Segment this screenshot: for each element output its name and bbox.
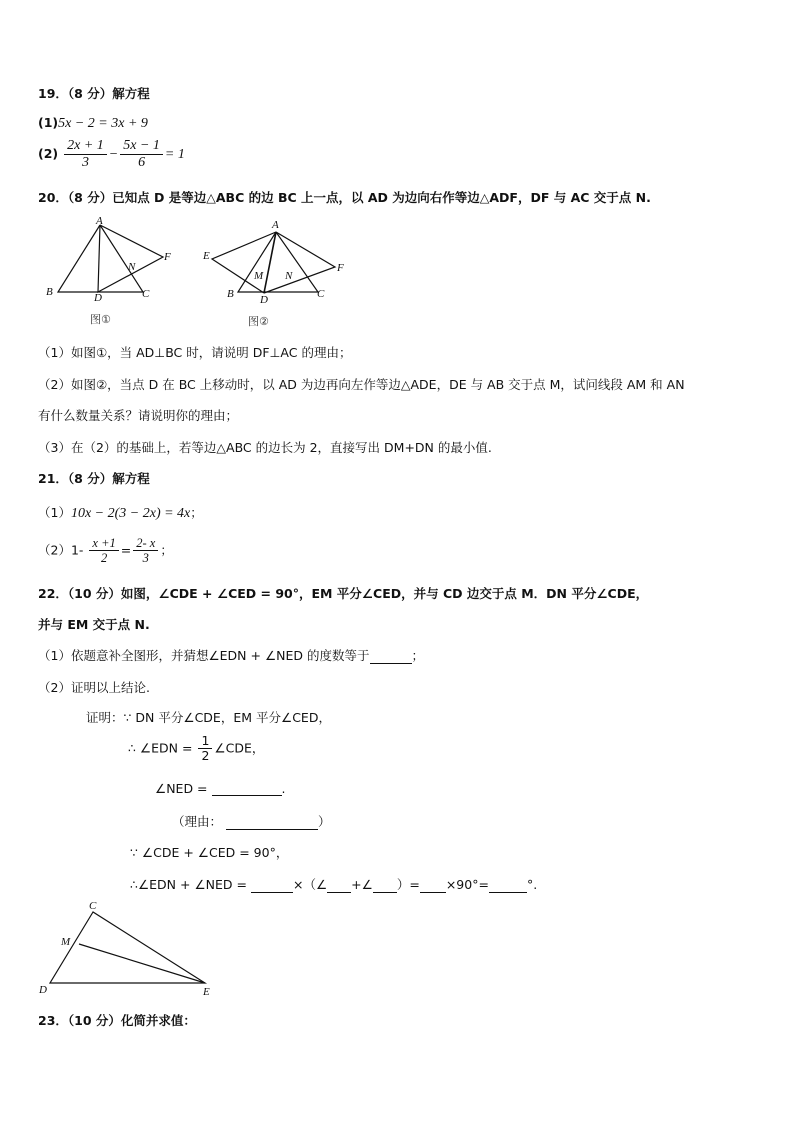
q22-part1-end: ； <box>411 648 425 663</box>
q22-proof-line6-plus: +∠ <box>351 877 373 892</box>
q22-proof-line1: 证明：∵ DN 平分∠CDE，EM 平分∠CED， <box>86 710 331 725</box>
q19-header: 19．（8 分）解方程 <box>38 86 150 101</box>
q22-part1 <box>38 646 424 664</box>
q22-proof-line6 <box>130 875 537 893</box>
q22-proof-line6-eq: ）= <box>396 877 420 892</box>
q22-segment-em <box>79 944 205 983</box>
q20-header: 20．（8 分）已知点 D 是等边△ABC 的边 BC 上一点，以 AD 为边向右作等边△ADF，DF 与 AC 交于点 N. <box>38 190 651 205</box>
q22-proof-blank-result[interactable] <box>489 878 527 893</box>
q20-part2-line2: 有什么数量关系？请说明你的理由； <box>38 408 239 423</box>
q20-figure-2 <box>200 215 360 330</box>
q22-part2: （2）证明以上结论. <box>38 680 150 695</box>
q22-label-e: E <box>203 986 210 998</box>
fig1-label-b: B <box>46 286 53 298</box>
q21-part1-equation: 10x − 2(3 − 2x) = 4x <box>70 506 191 521</box>
q22-proof-blank-ned[interactable] <box>212 781 282 796</box>
fig1-label-a: A <box>96 215 103 227</box>
q22-proof-blank-angle1[interactable] <box>327 878 351 893</box>
fig2-label-a: A <box>272 219 279 231</box>
q22-part1-text: （1）依题意补全图形，并猜想∠EDN + ∠NED 的度数等于 <box>38 648 370 663</box>
q21-part1-label: （1） <box>38 505 71 520</box>
fig2-triangle-abc <box>238 232 318 292</box>
q21-part2-fraction-1: $\frac{x +1}{2}$ <box>89 536 118 566</box>
q22-proof-reason-label: （理由： <box>172 814 223 829</box>
q21-part2-equals: = <box>120 542 132 558</box>
q19-part2 <box>38 138 185 171</box>
fig1-label-d: D <box>94 292 102 304</box>
fig2-label-e: E <box>203 250 210 262</box>
q20-part3: （3）在（2）的基础上，若等边△ABC 的边长为 2，直接写出 DM+DN 的最小值. <box>38 440 492 455</box>
q22-proof-line3-text: ∠NED = <box>155 781 208 796</box>
q22-label-m: M <box>61 936 71 948</box>
fig1-triangle-adf <box>98 225 163 292</box>
q19-part1-label: (1) <box>38 115 59 130</box>
q22-proof-blank-coef[interactable] <box>251 878 293 893</box>
q22-label-c: C <box>89 900 97 912</box>
fig1-label-c: C <box>142 288 150 300</box>
fig1-caption: 图① <box>90 313 111 326</box>
fig2-label-m: M <box>254 270 264 282</box>
fig2-label-b: B <box>227 288 234 300</box>
q22-part1-answer-blank[interactable] <box>370 649 412 664</box>
q22-proof-blank-angle2[interactable] <box>373 878 397 893</box>
q19-part2-fraction-1: $\frac{2x + 1}{3}$ <box>64 138 107 171</box>
q22-proof-line6-lhs: ∴∠EDN + ∠NED = <box>130 877 247 892</box>
q19-part2-label: (2) <box>38 146 59 162</box>
q20-part1: （1）如图①，当 AD⊥BC 时，请说明 DF⊥AC 的理由； <box>38 345 352 360</box>
q22-proof-line5: ∵ ∠CDE + ∠CED = 90°， <box>130 845 289 860</box>
q21-part2-label: （2）1- <box>38 542 84 558</box>
q20-part2-line1: （2）如图②，当点 D 在 BC 上移动时，以 AD 为边再向左作等边△ADE，DE 与 AB 交于点 M，试问线段 AM 和 AN <box>38 377 685 392</box>
q19-part2-minus: − <box>108 147 119 163</box>
fig2-caption: 图② <box>248 315 269 328</box>
q22-header: 22．（10 分）如图，∠CDE + ∠CED = 90°，EM 平分∠CED，并与 CD 边交于点 M．DN 平分∠CDE， <box>38 586 649 601</box>
q21-part1 <box>38 503 203 522</box>
q22-triangle-cde <box>50 912 205 983</box>
q22-proof-blank-half[interactable] <box>420 878 446 893</box>
q22-proof-line6-times: ×（∠ <box>292 877 328 892</box>
q22-proof-line2 <box>128 734 264 764</box>
q22-proof-line2-rhs: ∠CDE， <box>214 740 265 756</box>
q20-figure-1 <box>40 215 190 330</box>
fig1-triangle-abc <box>58 225 143 292</box>
q19-part2-rhs: = 1 <box>164 147 185 163</box>
q21-part2 <box>38 536 173 566</box>
fig2-label-d: D <box>260 294 268 306</box>
q22-proof-line6-degree: °. <box>526 877 538 892</box>
q19-part1-equation: 5x − 2 = 3x + 9 <box>58 116 148 131</box>
q21-part2-fraction-2: $\frac{2- x}{3}$ <box>133 536 158 566</box>
q22-header-line2: 并与 EM 交于点 N. <box>38 617 150 632</box>
q22-proof-line3-end: . <box>281 781 286 796</box>
fig1-label-f: F <box>164 251 171 263</box>
fig2-label-f: F <box>337 262 344 274</box>
q22-proof-blank-reason[interactable] <box>226 815 318 830</box>
q21-header: 21．（8 分）解方程 <box>38 471 150 486</box>
q22-proof-line6-times90: ×90°= <box>445 877 489 892</box>
q19-part1 <box>38 115 148 132</box>
fig2-label-c: C <box>317 288 325 300</box>
q21-part1-end: ； <box>190 505 203 520</box>
q22-proof-line4 <box>172 812 331 830</box>
q23-header: 23．（10 分）化简并求值： <box>38 1013 196 1028</box>
fig2-label-n: N <box>285 270 293 282</box>
q21-part2-end: ； <box>160 542 173 558</box>
q22-proof-reason-end: ） <box>318 814 331 829</box>
q22-label-d: D <box>39 984 47 996</box>
q19-part2-fraction-2: $\frac{5x - 1}{6}$ <box>120 138 163 171</box>
q22-proof-half-fraction: $\frac{1}{2}$ <box>198 734 212 764</box>
q22-proof-line3 <box>155 781 286 796</box>
fig1-label-n: N <box>128 261 136 273</box>
q22-proof-line2-lhs: ∴ ∠EDN = <box>128 740 193 756</box>
q22-figure <box>35 895 225 1000</box>
